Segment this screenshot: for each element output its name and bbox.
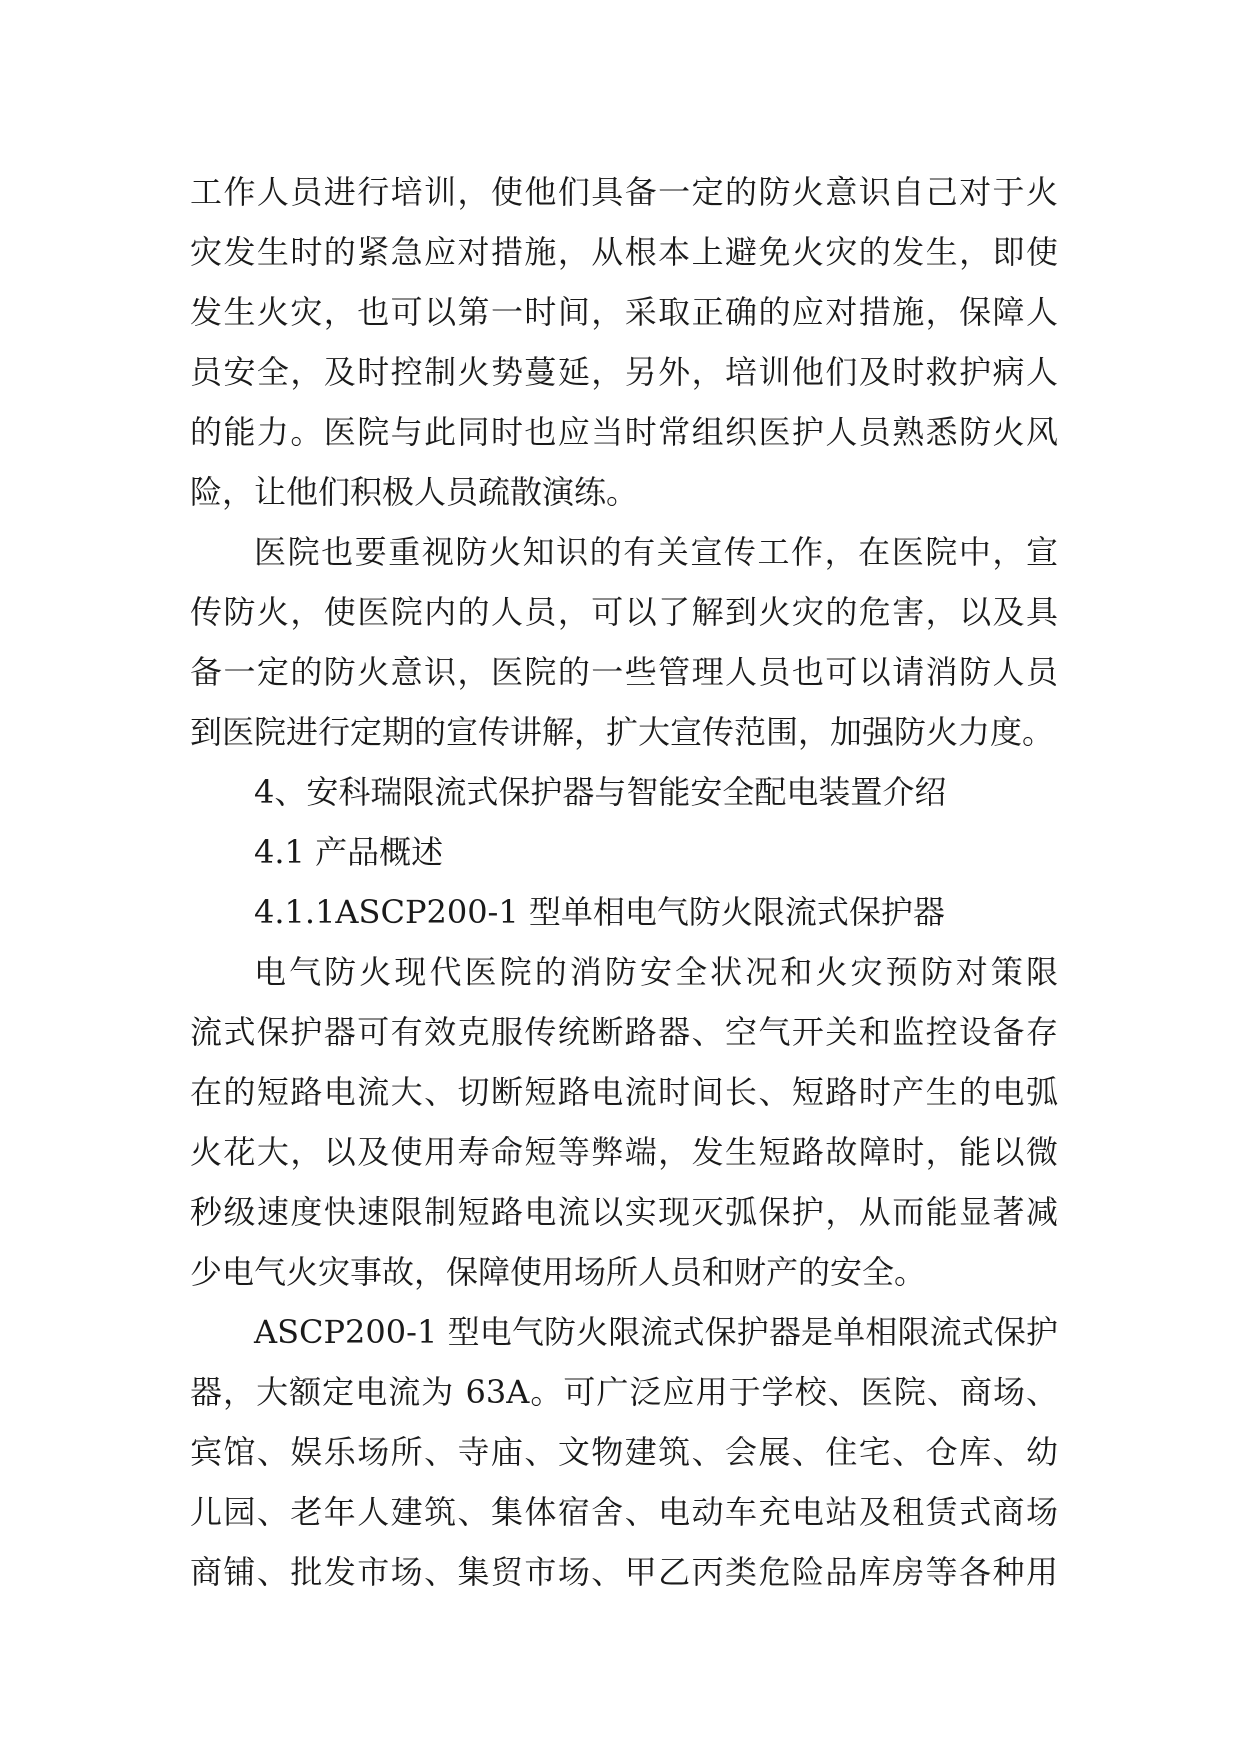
text-line: 儿园、老年人建筑、集体宿舍、电动车充电站及租赁式商场 [190,1493,1058,1531]
text-line: 灾发生时的紧急应对措施，从根本上避免火灾的发生，即使 [190,233,1058,271]
text-line: 电气防火现代医院的消防安全状况和火灾预防对策限 [254,953,1058,991]
text-line: 器，大额定电流为 63A。可广泛应用于学校、医院、商场、 [190,1373,1058,1411]
section-heading-4-1-1: 4.1.1ASCP200-1 型单相电气防火限流式保护器 [254,893,945,931]
paragraph-1 [190,162,1058,522]
text-line: 传防火，使医院内的人员，可以了解到火灾的危害，以及具 [190,593,1058,631]
section-heading-4: 4、安科瑞限流式保护器与智能安全配电装置介绍 [254,773,947,811]
text-line: 到医院进行定期的宣传讲解，扩大宣传范围，加强防火力度。 [190,713,1055,751]
text-line: 员安全，及时控制火势蔓延，另外，培训他们及时救护病人 [190,353,1058,391]
text-line: 流式保护器可有效克服传统断路器、空气开关和监控设备存 [190,1013,1058,1051]
paragraph-4 [190,1302,1058,1602]
document-body [190,162,1058,1602]
paragraph-3 [190,942,1058,1302]
text-line: 火花大，以及使用寿命短等弊端，发生短路故障时，能以微 [190,1133,1058,1171]
section-heading-4-1: 4.1 产品概述 [254,833,444,871]
text-line: 在的短路电流大、切断短路电流时间长、短路时产生的电弧 [190,1073,1058,1111]
text-line: 的能力。医院与此同时也应当时常组织医护人员熟悉防火风 [190,413,1058,451]
text-line: 秒级速度快速限制短路电流以实现灭弧保护，从而能显著减 [190,1193,1058,1231]
text-line: 医院也要重视防火知识的有关宣传工作，在医院中，宣 [254,533,1058,571]
text-line: 工作人员进行培训，使他们具备一定的防火意识自己对于火 [190,173,1058,211]
text-line: 宾馆、娱乐场所、寺庙、文物建筑、会展、住宅、仓库、幼 [190,1433,1058,1471]
text-line: ASCP200-1 型电气防火限流式保护器是单相限流式保护 [254,1313,1058,1351]
text-line: 备一定的防火意识，医院的一些管理人员也可以请消防人员 [190,653,1058,691]
text-line: 险，让他们积极人员疏散演练。 [190,473,639,511]
text-line: 少电气火灾事故，保障使用场所人员和财产的安全。 [190,1253,927,1291]
text-line: 发生火灾，也可以第一时间，采取正确的应对措施，保障人 [190,293,1058,331]
text-line: 商铺、批发市场、集贸市场、甲乙丙类危险品库房等各种用 [190,1553,1058,1591]
paragraph-2 [190,522,1058,762]
